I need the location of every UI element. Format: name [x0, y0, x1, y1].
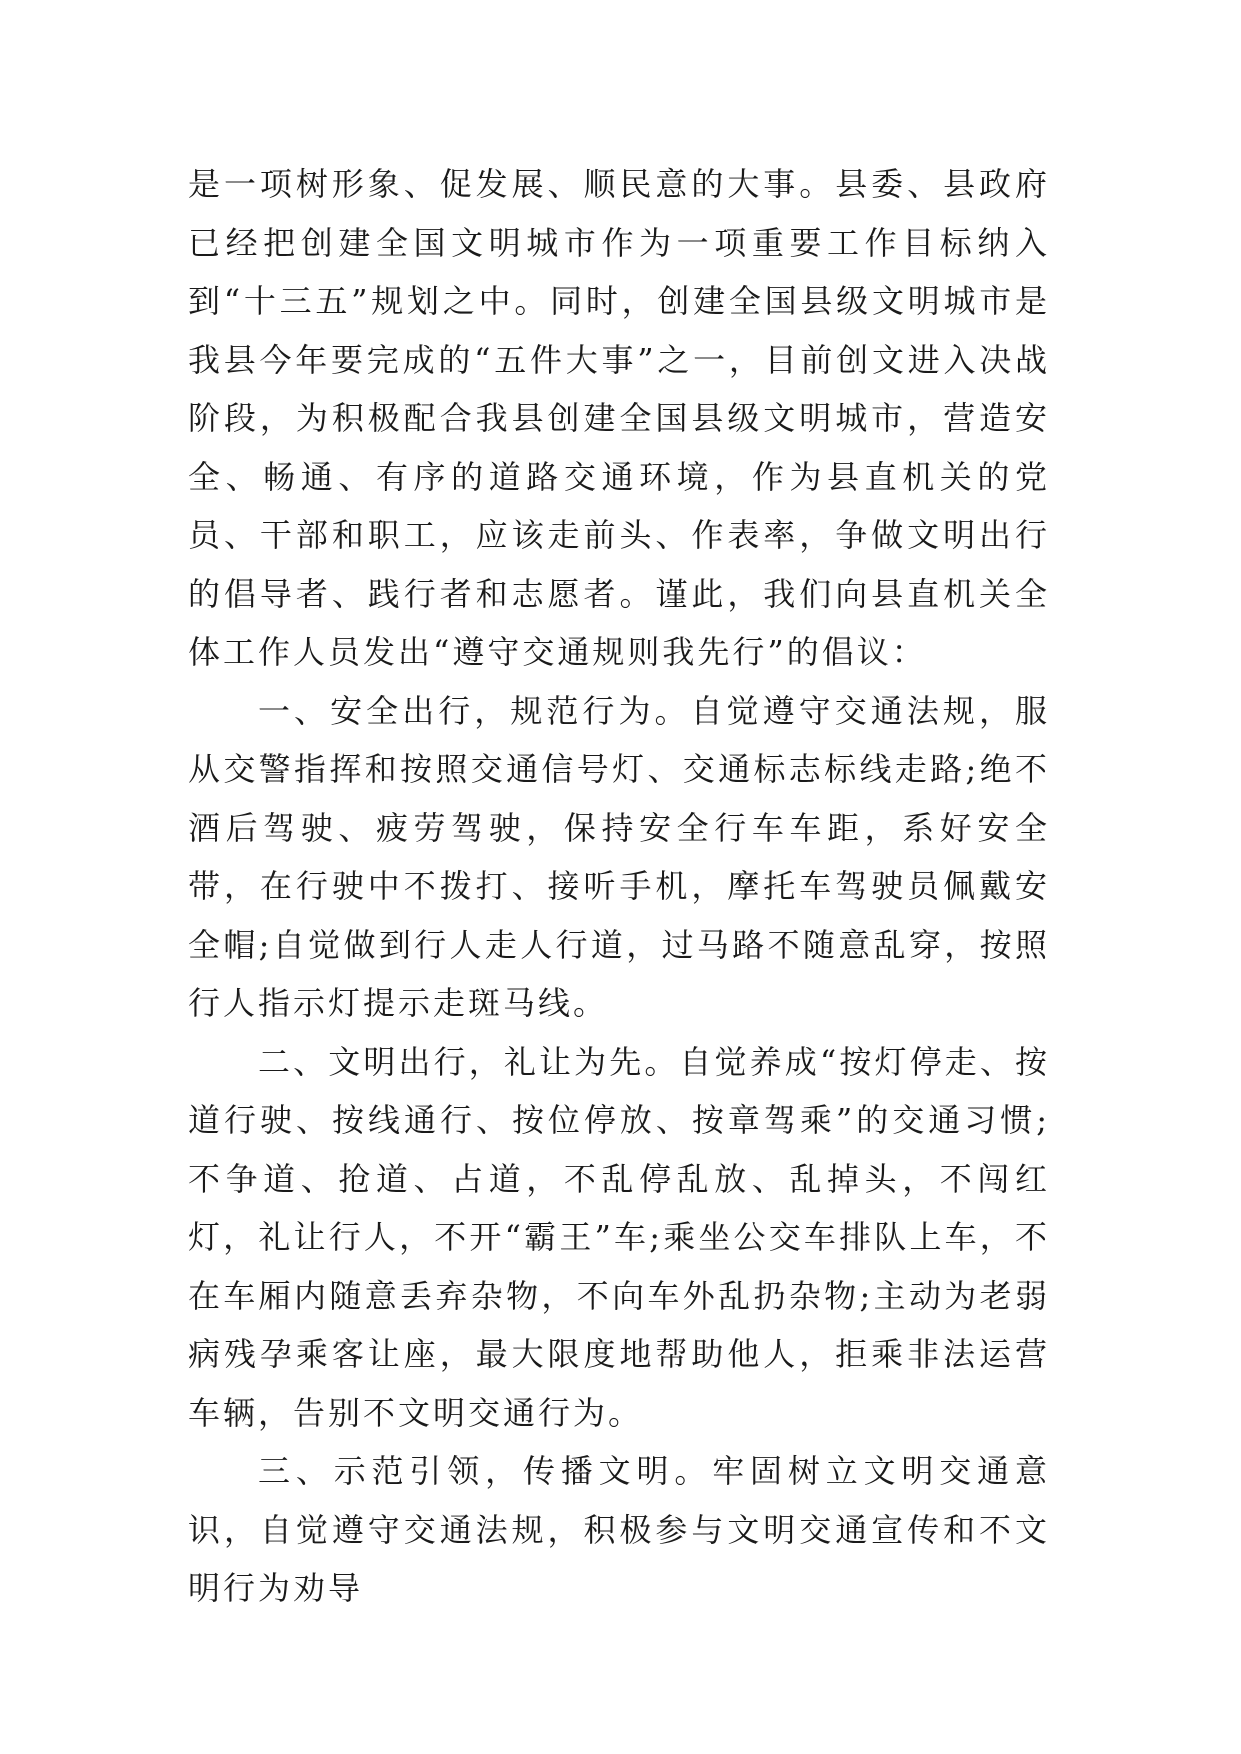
- paragraph-item-1: 一、安全出行，规范行为。自觉遵守交通法规，服从交警指挥和按照交通信号灯、交通标志标线走路;绝不酒后驾驶、疲劳驾驶，保持安全行车车距，系好安全带，在行驶中不拨打、接听手机，摩托车驾驶员佩戴安全帽;自觉做到行人走人行道，过马路不随意乱穿，按照行人指示灯提示走斑马线。: [188, 691, 1050, 1022]
- paragraph-item-3: 三、示范引领，传播文明。牢固树立文明交通意识，自觉遵守交通法规，积极参与文明交通宣传和不文明行为劝导: [188, 1452, 1050, 1607]
- paragraph-item-2: 二、文明出行，礼让为先。自觉养成“按灯停走、按道行驶、按线通行、按位停放、按章驾乘”的交通习惯;不争道、抢道、占道，不乱停乱放、乱掉头，不闯红灯，礼让行人，不开“霸王”车;乘坐公交车排队上车，不在车厢内随意丢弃杂物，不向车外乱扔杂物;主动为老弱病残孕乘客让座，最大限度地帮助他人，拒乘非法运营车辆，告别不文明交通行为。: [188, 1042, 1050, 1432]
- document-body: [188, 155, 1050, 1618]
- paragraph-intro: 是一项树形象、促发展、顺民意的大事。县委、县政府已经把创建全国文明城市作为一项重要工作目标纳入到“十三五”规划之中。同时，创建全国县级文明城市是我县今年要完成的“五件大事”之一，目前创文进入决战阶段，为积极配合我县创建全国县级文明城市，营造安全、畅通、有序的道路交通环境，作为县直机关的党员、干部和职工，应该走前头、作表率，争做文明出行的倡导者、践行者和志愿者。谨此，我们向县直机关全体工作人员发出“遵守交通规则我先行”的倡议：: [188, 165, 1050, 671]
